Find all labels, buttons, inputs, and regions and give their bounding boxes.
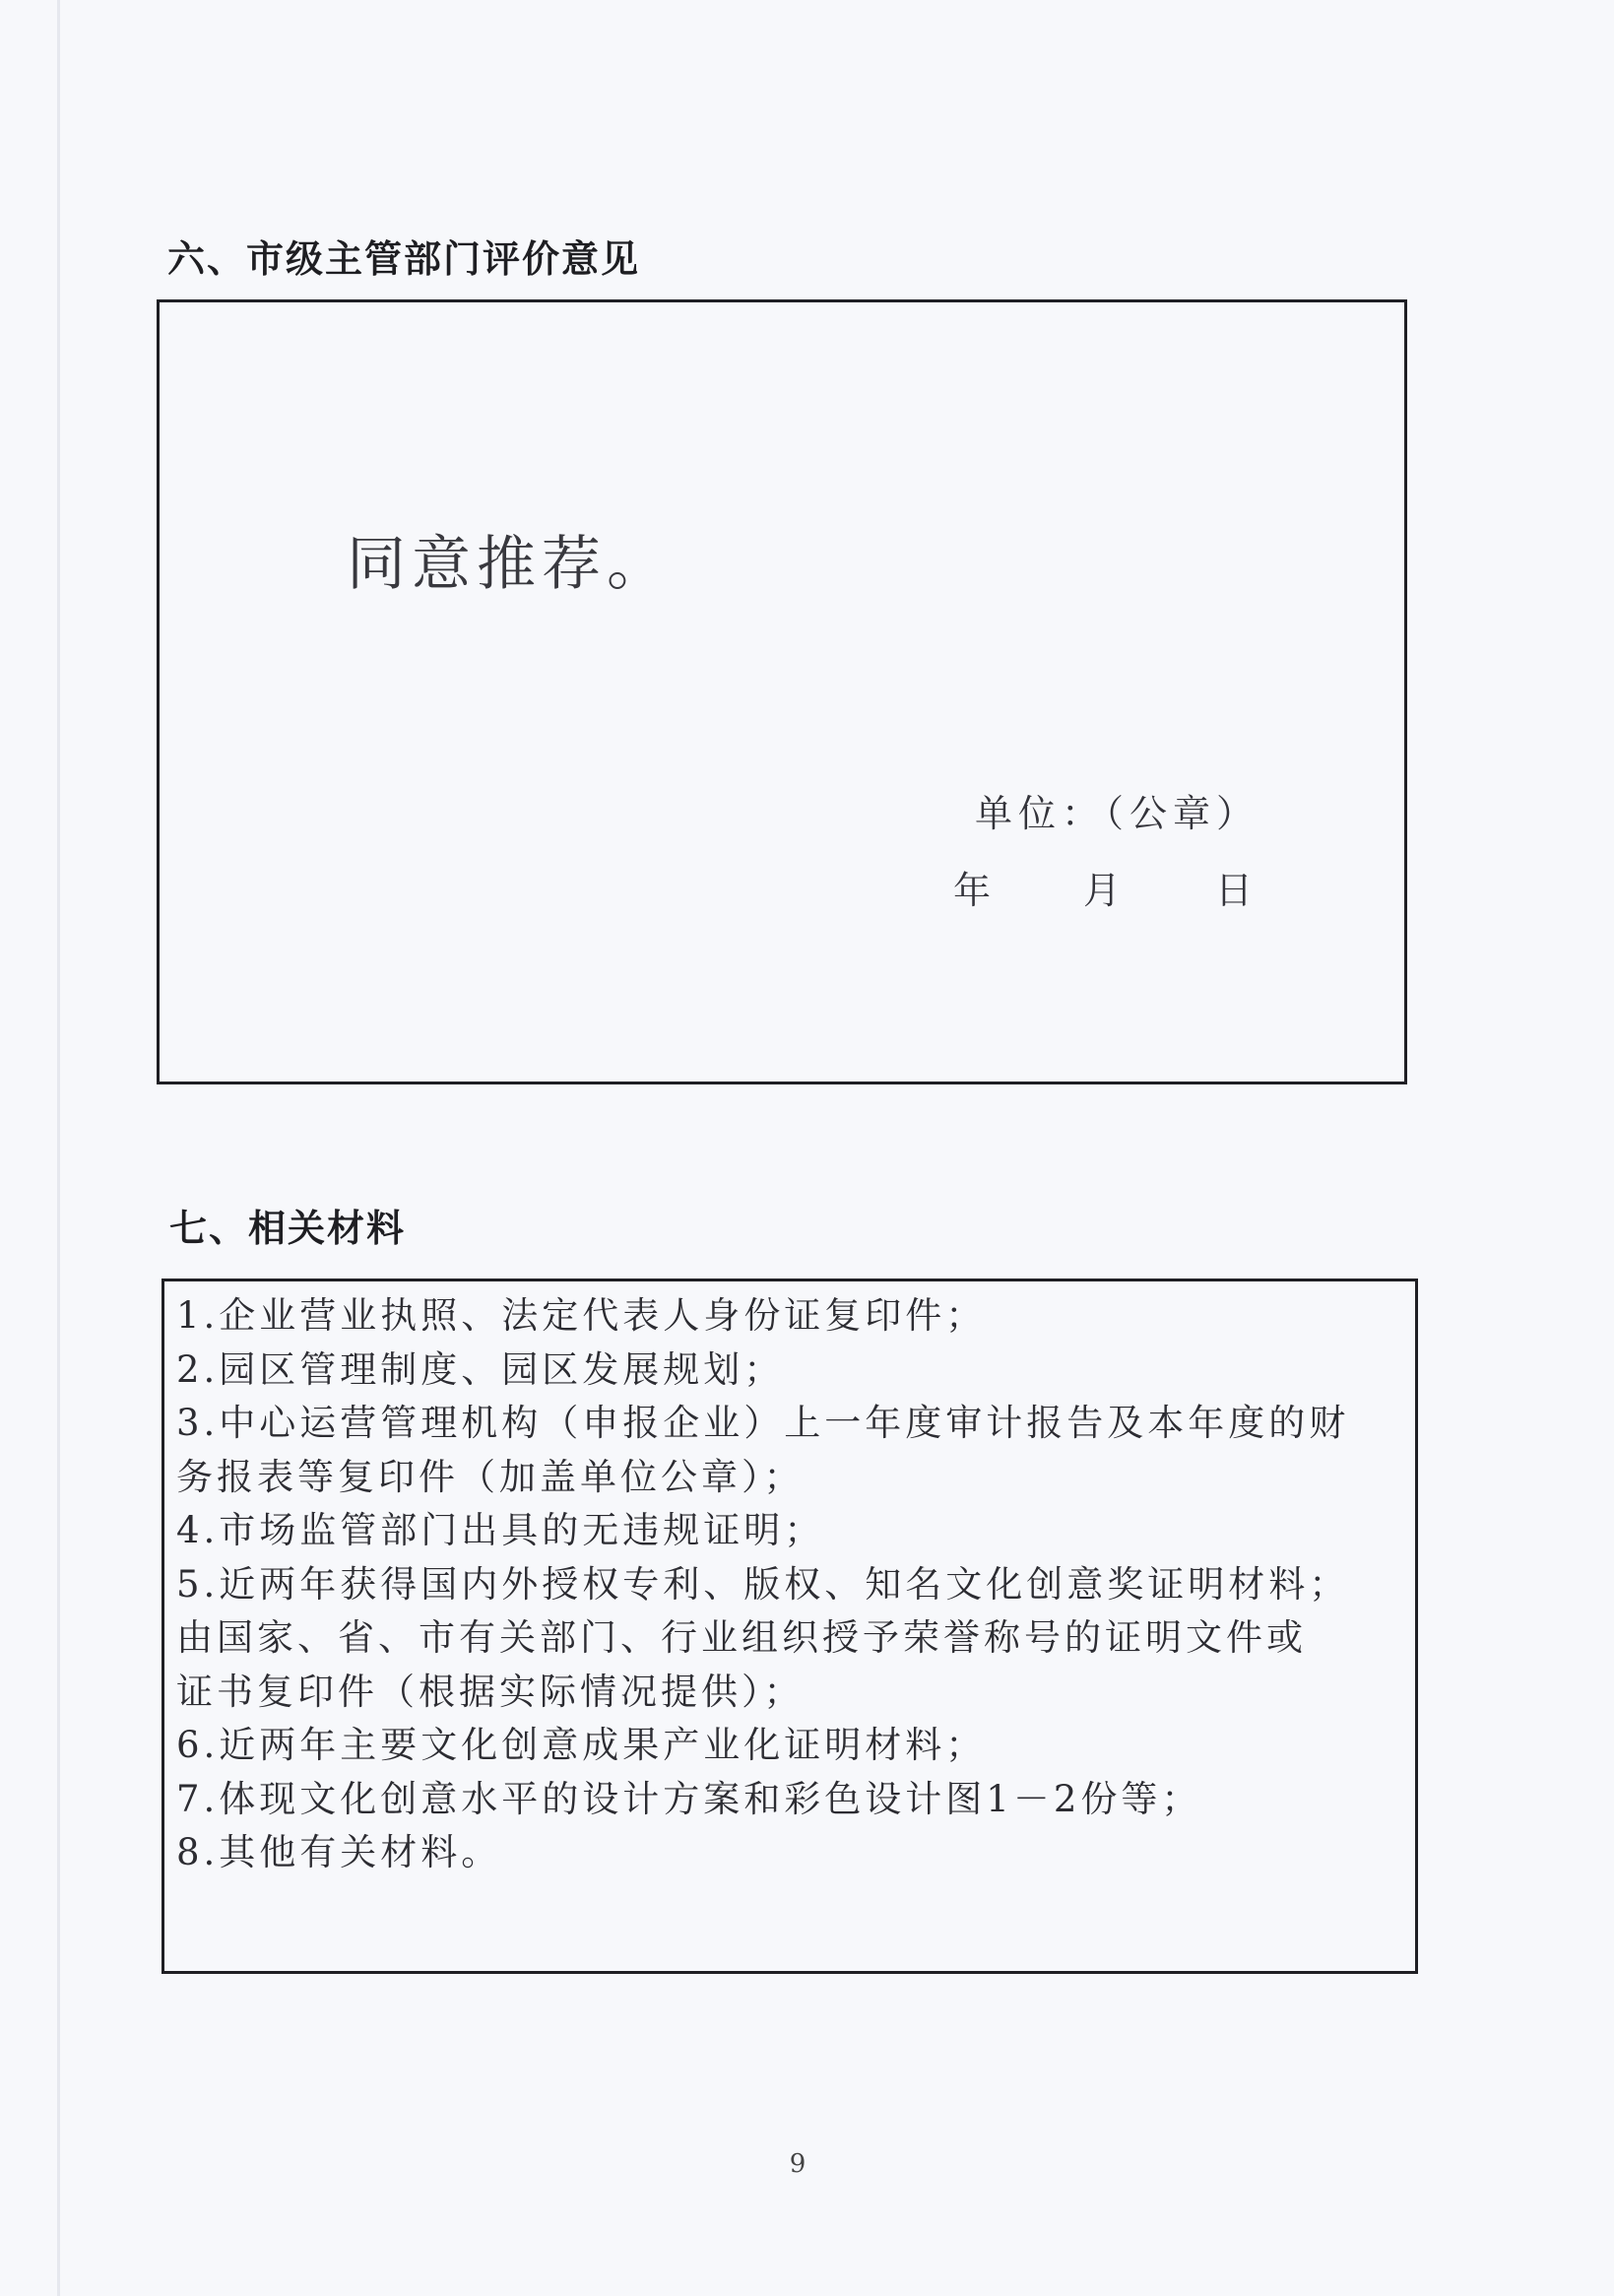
material-line: 务报表等复印件（加盖单位公章）； bbox=[176, 1455, 805, 1498]
opinion-text: 同意推荐。 bbox=[347, 530, 672, 599]
material-line: 由国家、省、市有关部门、行业组织授予荣誉称号的证明文件或 bbox=[176, 1616, 1307, 1659]
section-6-heading: 六、市级主管部门评价意见 bbox=[167, 237, 641, 281]
date-day-label: 日 bbox=[1215, 869, 1254, 912]
opinion-box bbox=[157, 299, 1407, 1084]
page-edge bbox=[57, 0, 60, 2296]
material-line: 3.中心运营管理机构（申报企业）上一年度审计报告及本年度的财 bbox=[176, 1402, 1350, 1444]
material-line: 4.市场监管部门出具的无违规证明； bbox=[176, 1509, 825, 1551]
material-line: 2.园区管理制度、园区发展规划； bbox=[176, 1347, 785, 1391]
date-year-label: 年 bbox=[953, 869, 992, 912]
material-line: 7.体现文化创意水平的设计方案和彩色设计图1－2份等； bbox=[176, 1777, 1202, 1820]
section-7-heading: 七、相关材料 bbox=[169, 1207, 407, 1250]
page-number: 9 bbox=[789, 2149, 807, 2179]
materials-box bbox=[161, 1279, 1418, 1974]
date-month-label: 月 bbox=[1083, 869, 1122, 912]
seal-label: 单位：（公章） bbox=[975, 792, 1260, 835]
material-line: 8.其他有关材料。 bbox=[176, 1831, 502, 1873]
material-line: 6.近两年主要文化创意成果产业化证明材料； bbox=[176, 1724, 987, 1766]
material-line: 证书复印件（根据实际情况提供）； bbox=[176, 1670, 805, 1713]
materials-list bbox=[176, 1289, 1405, 1880]
material-line: 1.企业营业执照、法定代表人身份证复印件； bbox=[176, 1294, 987, 1337]
material-line: 5.近两年获得国内外授权专利、版权、知名文化创意奖证明材料； bbox=[176, 1562, 1350, 1606]
